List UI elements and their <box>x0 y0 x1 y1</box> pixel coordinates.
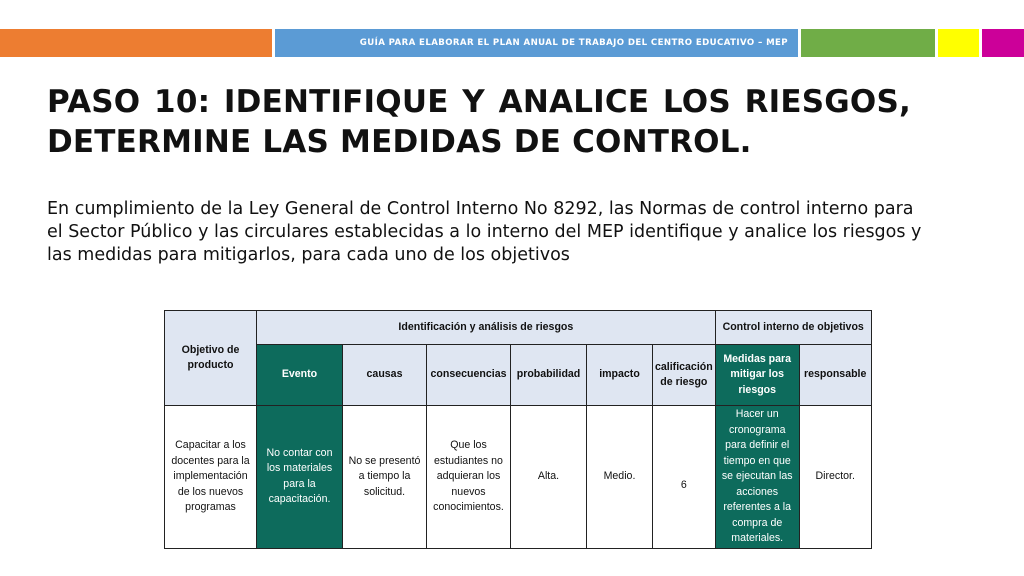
intro-paragraph: En cumplimiento de la Ley General de Control Interno No 8292, las Normas de control interno para el Sector Público y las circulares establecidas a lo interno del MEP identifique y analice los riesgos y las medidas para mitigarlos, para cada uno de los objetivos <box>47 199 922 265</box>
bar-segment-green <box>801 29 935 57</box>
risk-table <box>164 310 872 549</box>
header-consecuencias: consecuencias <box>427 345 511 406</box>
page-title: PASO 10: IDENTIFIQUE Y ANALICE LOS RIESGOS, DETERMINE LAS MEDIDAS DE CONTROL. <box>47 84 911 160</box>
cell-impacto: Medio. <box>587 406 653 549</box>
cell-probabilidad: Alta. <box>511 406 587 549</box>
bar-segment-blue <box>275 29 798 57</box>
top-color-bar <box>0 29 1024 57</box>
cell-consecuencias: Que los estudiantes no adquieran los nuevos conocimientos. <box>427 406 511 549</box>
cell-calificacion: 6 <box>653 406 716 549</box>
header-medidas: Medidas para mitigar los riesgos <box>715 345 799 406</box>
cell-responsable: Director. <box>799 406 871 549</box>
header-impacto: impacto <box>587 345 653 406</box>
table-group-header-row <box>165 311 872 345</box>
header-calificacion: calificación de riesgo <box>653 345 716 406</box>
bar-segment-magenta <box>982 29 1024 57</box>
cell-evento: No contar con los materiales para la capacitación. <box>257 406 343 549</box>
guide-title: GUÍA PARA ELABORAR EL PLAN ANUAL DE TRABAJO DEL CENTRO EDUCATIVO – MEP <box>359 38 788 48</box>
cell-causas: No se presentó a tiempo la solicitud. <box>343 406 427 549</box>
header-probabilidad: probabilidad <box>511 345 587 406</box>
header-responsable: responsable <box>799 345 871 406</box>
table-column-header-row <box>165 345 872 406</box>
cell-medidas: Hacer un cronograma para definir el tiempo en que se ejecutan las acciones referentes a la compra de materiales. <box>715 406 799 549</box>
table-row <box>165 406 872 549</box>
bar-segment-yellow <box>938 29 979 57</box>
cell-objetivo: Capacitar a los docentes para la implementación de los nuevos programas <box>165 406 257 549</box>
header-group-control: Control interno de objetivos <box>715 311 871 345</box>
bar-segment-orange <box>0 29 272 57</box>
header-evento: Evento <box>257 345 343 406</box>
header-group-risks: Identificación y análisis de riesgos <box>257 311 716 345</box>
header-causas: causas <box>343 345 427 406</box>
header-objetivo: Objetivo de producto <box>165 311 257 406</box>
